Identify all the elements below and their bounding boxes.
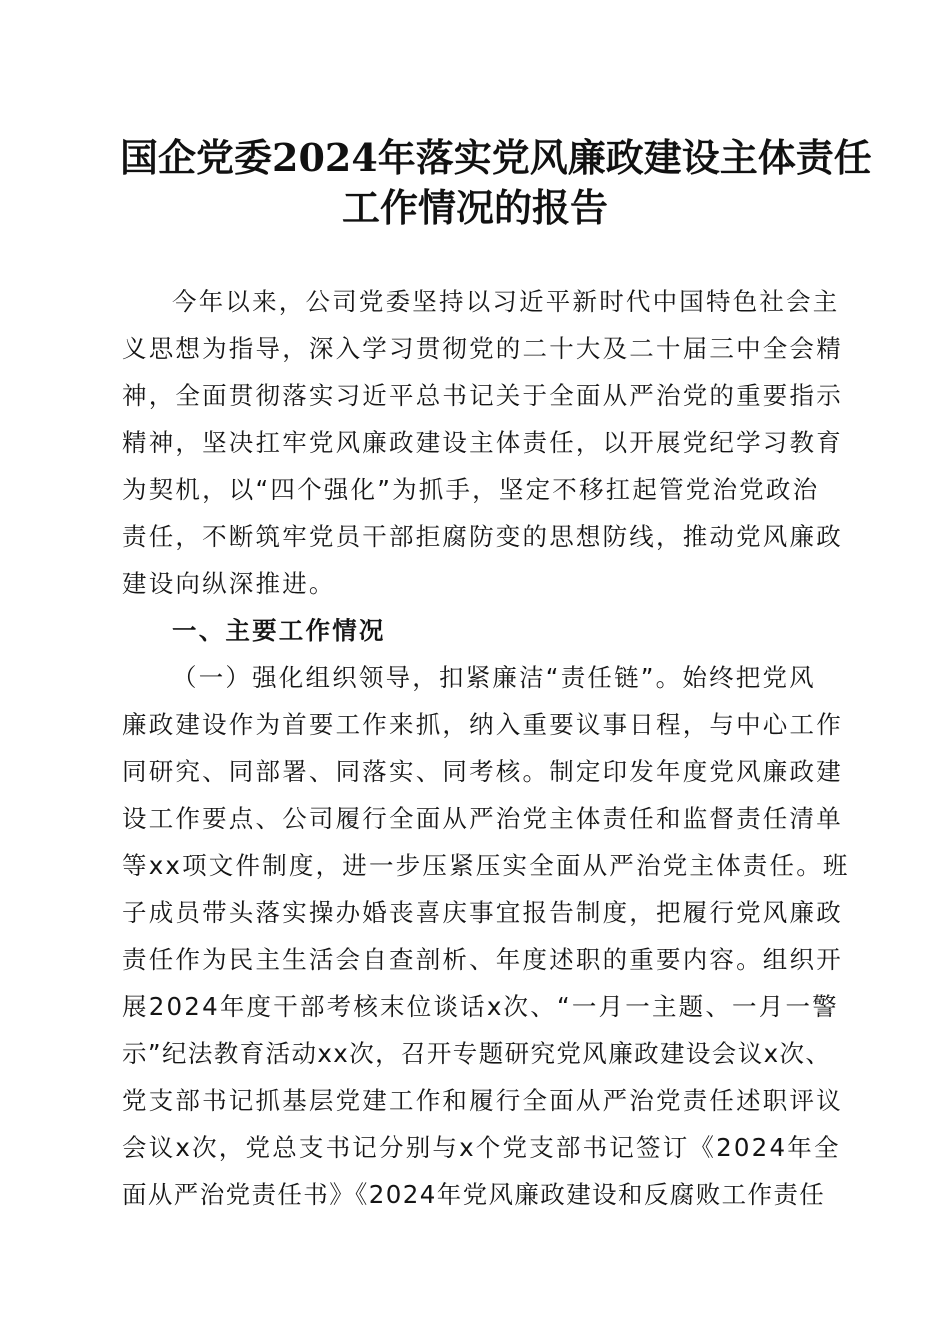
title-line-1: 国企党委2024年落实党风廉政建设主体责任 [120, 135, 872, 180]
intro-line-3: 神，全面贯彻落实习近平总书记关于全面从严治党的重要指示 [122, 381, 843, 410]
intro-line-4: 精神，坚决扛牢党风廉政建设主体责任，以开展党纪学习教育 [122, 428, 843, 457]
section-line-3: 同研究、同部署、同落实、同考核。制定印发年度党风廉政建 [122, 757, 843, 786]
intro-line-6: 责任，不断筑牢党员干部拒腐防变的思想防线，推动党风廉政 [122, 522, 843, 551]
section-line-9: 示”纪法教育活动xx次，召开专题研究党风廉政建设会议x次、 [122, 1039, 832, 1068]
section-line-8: 展2024年度干部考核末位谈话x次、“一月一主题、一月一警 [122, 992, 839, 1021]
section-line-12: 面从严治党责任书》《2024年党风廉政建设和反腐败工作责任 [122, 1180, 826, 1209]
title-line-2: 工作情况的报告 [341, 185, 608, 230]
section-line-2: 廉政建设作为首要工作来抓，纳入重要议事日程，与中心工作 [122, 710, 843, 739]
section-line-5: 等xx项文件制度，进一步压紧压实全面从严治党主体责任。班 [122, 851, 850, 880]
section-line-11: 会议x次，党总支书记分别与x个党支部书记签订《2024年全 [122, 1133, 841, 1162]
intro-line-2: 义思想为指导，深入学习贯彻党的二十大及二十届三中全会精 [122, 334, 843, 363]
document-title [120, 133, 872, 233]
intro-line-7: 建设向纵深推进。 [122, 569, 336, 598]
section-line-7: 责任作为民主生活会自查剖析、年度述职的重要内容。组织开 [122, 945, 843, 974]
document-body [122, 278, 850, 1218]
section-line-6: 子成员带头落实操办婚丧喜庆事宜报告制度，把履行党风廉政 [122, 898, 843, 927]
intro-line-1: 今年以来，公司党委坚持以习近平新时代中国特色社会主 [172, 287, 840, 316]
section-line-1: （一）强化组织领导，扣紧廉洁“责任链”。始终把党风 [172, 663, 816, 692]
section-line-4: 设工作要点、公司履行全面从严治党主体责任和监督责任清单 [122, 804, 843, 833]
intro-line-5: 为契机，以“四个强化”为抓手，坚定不移扛起管党治党政治 [122, 475, 820, 504]
section-line-10: 党支部书记抓基层党建工作和履行全面从严治党责任述职评议 [122, 1086, 843, 1115]
section-heading: 一、主要工作情况 [172, 616, 386, 645]
